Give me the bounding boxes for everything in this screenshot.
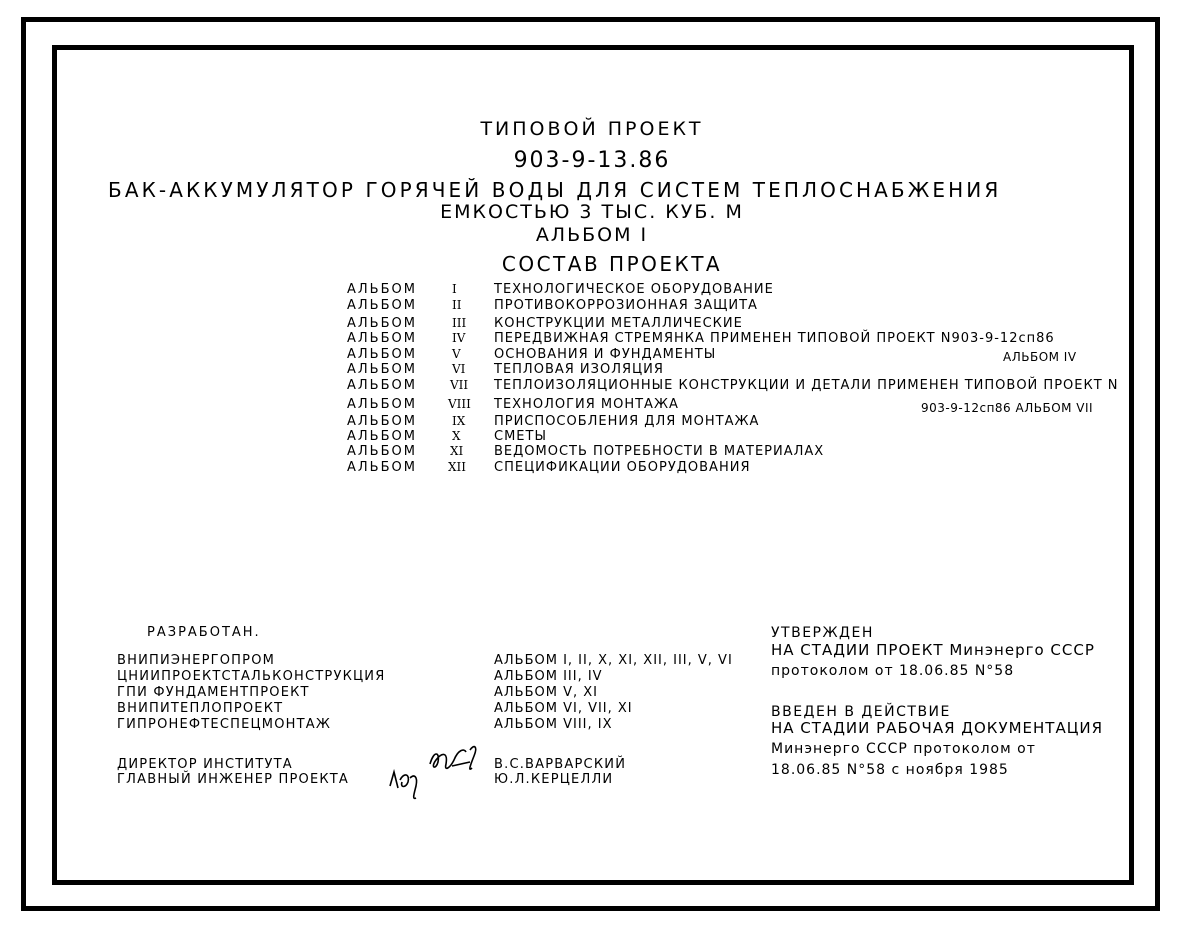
developer-albums: АЛЬБОМ VIII, IX [494, 717, 613, 732]
composition-heading: СОСТАВ ПРОЕКТА [501, 252, 723, 276]
developer-org: ГИПРОНЕФТЕСПЕЦМОНТАЖ [117, 717, 332, 732]
album-word: АЛЬБОМ [347, 414, 417, 429]
album-description: СПЕЦИФИКАЦИИ ОБОРУДОВАНИЯ [494, 460, 751, 475]
album-number: X [452, 429, 461, 443]
developer-albums: АЛЬБОМ III, IV [494, 669, 603, 684]
chief-engineer-name: Ю.Л.КЕРЦЕЛЛИ [494, 772, 614, 787]
enacted-line-3: 18.06.85 N°58 с ноября 1985 [771, 762, 1009, 778]
director-name: В.С.ВАРВАРСКИЙ [494, 757, 627, 772]
album-description: ПРОТИВОКОРРОЗИОННАЯ ЗАЩИТА [494, 298, 758, 313]
developer-org: ВНИПИЭНЕРГОПРОМ [117, 653, 276, 668]
developer-albums: АЛЬБОМ VI, VII, XI [494, 701, 633, 716]
project-name: БАК-АККУМУЛЯТОР ГОРЯЧЕЙ ВОДЫ ДЛЯ СИСТЕМ ТЕПЛОСНАБЖЕНИЯ [108, 178, 1002, 202]
enacted-line-1: НА СТАДИИ РАБОЧАЯ ДОКУМЕНТАЦИЯ [771, 719, 1103, 737]
album-description: СМЕТЫ [494, 429, 547, 444]
album-description: ТЕПЛОИЗОЛЯЦИОННЫЕ КОНСТРУКЦИИ И ДЕТАЛИ ПРИМЕНЕН ТИПОВОЙ ПРОЕКТ N [494, 378, 1119, 393]
developed-heading: РАЗРАБОТАН. [147, 625, 261, 640]
title-line-1: ТИПОВОЙ ПРОЕКТ [480, 118, 704, 140]
album-number: XII [448, 460, 467, 474]
approved-line-1: НА СТАДИИ ПРОЕКТ Минэнерго СССР [771, 641, 1095, 659]
album-number: VI [452, 362, 466, 376]
album-description: ТЕПЛОВАЯ ИЗОЛЯЦИЯ [494, 362, 664, 377]
album-description: ПРИСПОСОБЛЕНИЯ ДЛЯ МОНТАЖА [494, 414, 760, 429]
album-description: ПЕРЕДВИЖНАЯ СТРЕМЯНКА ПРИМЕНЕН ТИПОВОЙ ПРОЕКТ N903-9-12сп86 [494, 331, 1055, 346]
album-description: КОНСТРУКЦИИ МЕТАЛЛИЧЕСКИЕ [494, 316, 743, 331]
project-capacity: ЕМКОСТЬЮ 3 ТЫС. КУБ. М [440, 201, 744, 223]
developer-albums: АЛЬБОМ V, XI [494, 685, 598, 700]
album-word: АЛЬБОМ [347, 282, 417, 297]
album-number: VII [450, 378, 469, 392]
album-number: I [452, 282, 457, 296]
project-number: 903-9-13.86 [513, 148, 671, 173]
album-number: VIII [448, 397, 471, 411]
enacted-label: ВВЕДЕН В ДЕЙСТВИЕ [771, 704, 951, 720]
album-number: IX [452, 414, 466, 428]
album-word: АЛЬБОМ [347, 298, 417, 313]
developer-org: ГПИ ФУНДАМЕНТПРОЕКТ [117, 685, 310, 700]
chief-engineer-label: ГЛАВНЫЙ ИНЖЕНЕР ПРОЕКТА [117, 772, 350, 787]
album-description: ВЕДОМОСТЬ ПОТРЕБНОСТИ В МАТЕРИАЛАХ [494, 444, 825, 459]
developer-albums: АЛЬБОМ I, II, X, XI, XII, III, V, VI [494, 653, 733, 668]
album-word: АЛЬБОМ [347, 347, 417, 362]
album-title: АЛЬБОМ I [535, 224, 649, 246]
album-number: III [452, 316, 467, 330]
album-vii-note: 903-9-12сп86 АЛЬБОМ VII [921, 401, 1094, 415]
album-word: АЛЬБОМ [347, 378, 417, 393]
signatures-handwritten [384, 742, 494, 804]
developer-org: ВНИПИТЕПЛОПРОЕКТ [117, 701, 284, 716]
album-number: II [452, 298, 462, 312]
album-description: ТЕХНОЛОГИЯ МОНТАЖА [494, 397, 679, 412]
album-number: XI [450, 444, 464, 458]
approved-line-2: протоколом от 18.06.85 N°58 [771, 663, 1015, 679]
album-iv-note: АЛЬБОМ IV [1003, 350, 1077, 364]
album-description: ОСНОВАНИЯ И ФУНДАМЕНТЫ [494, 347, 717, 362]
director-label: ДИРЕКТОР ИНСТИТУТА [117, 757, 293, 772]
album-word: АЛЬБОМ [347, 362, 417, 377]
album-description: ТЕХНОЛОГИЧЕСКОЕ ОБОРУДОВАНИЕ [494, 282, 774, 297]
developer-org: ЦНИИПРОЕКТСТАЛЬКОНСТРУКЦИЯ [117, 669, 386, 684]
album-word: АЛЬБОМ [347, 460, 417, 475]
approved-label: УТВЕРЖДЕН [771, 625, 874, 641]
album-word: АЛЬБОМ [347, 429, 417, 444]
enacted-line-2: Минэнерго СССР протоколом от [771, 741, 1036, 757]
album-number: IV [452, 331, 466, 345]
album-word: АЛЬБОМ [347, 397, 417, 412]
album-word: АЛЬБОМ [347, 331, 417, 346]
album-word: АЛЬБОМ [347, 316, 417, 331]
album-number: V [452, 347, 461, 361]
album-word: АЛЬБОМ [347, 444, 417, 459]
